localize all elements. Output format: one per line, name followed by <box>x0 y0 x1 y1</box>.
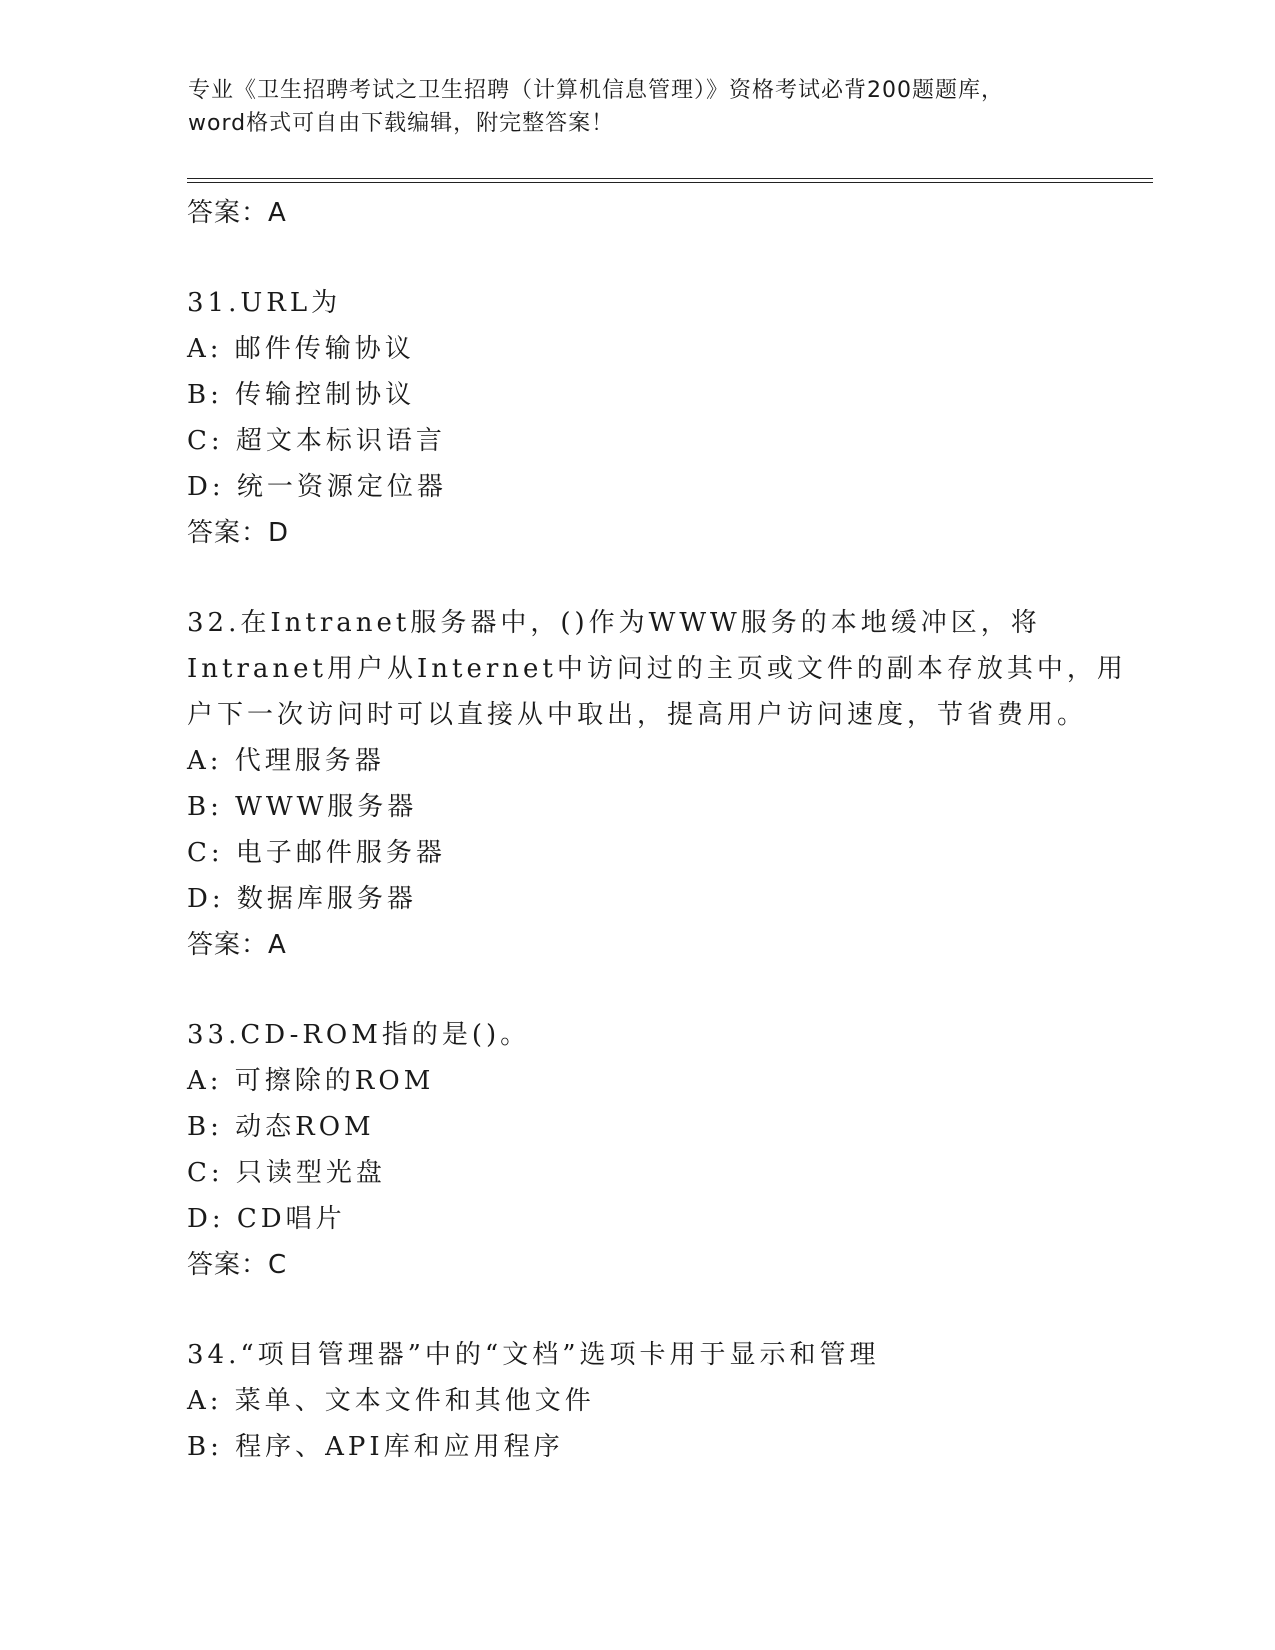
option-b: B: 传输控制协议 <box>187 380 416 410</box>
option-a: A: 邮件传输协议 <box>187 334 415 364</box>
option-d: D: 统一资源定位器 <box>187 472 447 502</box>
document-header <box>188 74 1088 140</box>
option-d: D: 数据库服务器 <box>187 884 417 914</box>
option-c: C: 超文本标识语言 <box>187 426 446 456</box>
answer-line: 答案：A <box>187 930 287 960</box>
question-stem: 33.CD-ROM指的是()。 <box>187 1020 531 1050</box>
option-c: C: 电子邮件服务器 <box>187 838 446 868</box>
question-34 <box>187 1332 1137 1470</box>
question-list <box>187 190 1137 1470</box>
header-line-2: word格式可自由下载编辑，附完整答案！ <box>188 111 615 136</box>
header-divider-top <box>187 178 1153 179</box>
question-stem: 34.“项目管理器”中的“文档”选项卡用于显示和管理 <box>187 1340 880 1370</box>
answer-line: 答案：A <box>187 198 287 228</box>
question-stem: 31.URL为 <box>187 288 342 318</box>
question-stem: 户下一次访问时可以直接从中取出，提高用户访问速度，节省费用。 <box>187 700 1088 730</box>
question-33 <box>187 1012 1137 1288</box>
option-b: B: WWW服务器 <box>187 792 418 822</box>
header-divider-bottom <box>187 182 1153 183</box>
option-d: D: CD唱片 <box>187 1204 346 1234</box>
option-a: A: 可擦除的ROM <box>187 1066 435 1096</box>
question-32 <box>187 600 1137 968</box>
answer-line: 答案：D <box>187 518 290 548</box>
option-b: B: 动态ROM <box>187 1112 375 1142</box>
option-c: C: 只读型光盘 <box>187 1158 386 1188</box>
option-b: B: 程序、API库和应用程序 <box>187 1432 564 1462</box>
answer-line: 答案：C <box>187 1250 288 1280</box>
question-stem: Intranet用户从Internet中访问过的主页或文件的副本存放其中，用 <box>187 654 1127 684</box>
question-31 <box>187 280 1137 556</box>
option-a: A: 代理服务器 <box>187 746 385 776</box>
header-line-1: 专业《卫生招聘考试之卫生招聘（计算机信息管理）》资格考试必背200题题库， <box>188 78 1004 103</box>
option-a: A: 菜单、文本文件和其他文件 <box>187 1386 595 1416</box>
question-stem: 32.在Intranet服务器中，()作为WWW服务的本地缓冲区，将 <box>187 608 1041 638</box>
